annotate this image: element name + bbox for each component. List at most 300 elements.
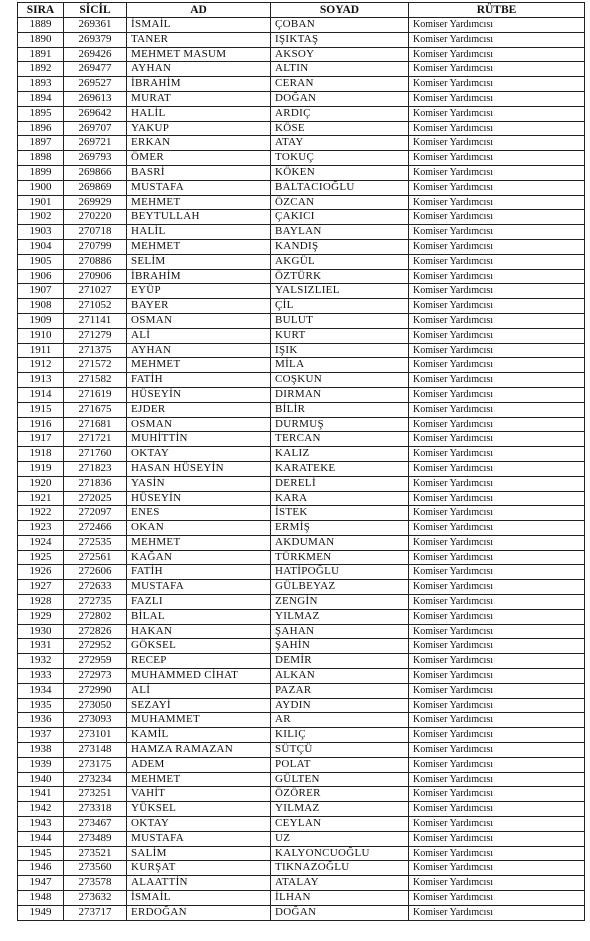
cell-sira: 1920	[18, 476, 64, 491]
table-row	[18, 609, 585, 624]
cell-rutbe: Komiser Yardımcısı	[409, 491, 585, 506]
cell-rutbe: Komiser Yardımcısı	[409, 254, 585, 269]
cell-sicil: 273093	[64, 713, 127, 728]
table-row	[18, 373, 585, 388]
cell-soyad: ATALAY	[271, 876, 409, 891]
cell-soyad: ŞAHİN	[271, 639, 409, 654]
cell-soyad: ÇİL	[271, 299, 409, 314]
cell-ad: MEHMET	[127, 195, 271, 210]
cell-sicil: 272535	[64, 535, 127, 550]
cell-soyad: BULUT	[271, 313, 409, 328]
table-row	[18, 402, 585, 417]
cell-ad: EYÜP	[127, 284, 271, 299]
cell-soyad: HATİPOĞLU	[271, 565, 409, 580]
cell-ad: ALİ	[127, 683, 271, 698]
cell-ad: MUHAMMED CİHAT	[127, 669, 271, 684]
cell-sira: 1895	[18, 106, 64, 121]
cell-sicil: 269707	[64, 121, 127, 136]
cell-ad: AYHAN	[127, 343, 271, 358]
cell-ad: İBRAHİM	[127, 77, 271, 92]
cell-soyad: CERAN	[271, 77, 409, 92]
cell-ad: MUSTAFA	[127, 180, 271, 195]
cell-soyad: KURT	[271, 328, 409, 343]
table-row	[18, 802, 585, 817]
cell-soyad: POLAT	[271, 757, 409, 772]
cell-ad: YÜKSEL	[127, 802, 271, 817]
cell-sira: 1934	[18, 683, 64, 698]
cell-rutbe: Komiser Yardımcısı	[409, 654, 585, 669]
header-ad: AD	[127, 3, 271, 18]
cell-sira: 1913	[18, 373, 64, 388]
cell-rutbe: Komiser Yardımcısı	[409, 284, 585, 299]
table-row	[18, 239, 585, 254]
cell-rutbe: Komiser Yardımcısı	[409, 180, 585, 195]
cell-rutbe: Komiser Yardımcısı	[409, 535, 585, 550]
table-row	[18, 535, 585, 550]
cell-sira: 1936	[18, 713, 64, 728]
cell-sicil: 269379	[64, 32, 127, 47]
personnel-table	[17, 2, 585, 921]
cell-sira: 1945	[18, 846, 64, 861]
cell-soyad: ALTIN	[271, 62, 409, 77]
table-row	[18, 476, 585, 491]
cell-sira: 1908	[18, 299, 64, 314]
cell-ad: SALİM	[127, 846, 271, 861]
table-row	[18, 624, 585, 639]
cell-soyad: BAYLAN	[271, 225, 409, 240]
cell-rutbe: Komiser Yardımcısı	[409, 728, 585, 743]
cell-soyad: COŞKUN	[271, 373, 409, 388]
cell-soyad: GÜLTEN	[271, 772, 409, 787]
cell-soyad: DEMİR	[271, 654, 409, 669]
cell-sicil: 273050	[64, 698, 127, 713]
cell-sicil: 273489	[64, 831, 127, 846]
cell-soyad: ÖZCAN	[271, 195, 409, 210]
cell-sira: 1932	[18, 654, 64, 669]
table-row	[18, 136, 585, 151]
cell-soyad: İLHAN	[271, 891, 409, 906]
cell-rutbe: Komiser Yardımcısı	[409, 743, 585, 758]
table-row	[18, 565, 585, 580]
cell-ad: GÖKSEL	[127, 639, 271, 654]
table-row	[18, 18, 585, 33]
table-row	[18, 713, 585, 728]
cell-sicil: 271375	[64, 343, 127, 358]
header-rutbe: RÜTBE	[409, 3, 585, 18]
cell-rutbe: Komiser Yardımcısı	[409, 210, 585, 225]
cell-sicil: 273632	[64, 891, 127, 906]
cell-sira: 1947	[18, 876, 64, 891]
cell-soyad: KARA	[271, 491, 409, 506]
cell-ad: VAHİT	[127, 787, 271, 802]
cell-ad: MEHMET	[127, 535, 271, 550]
cell-ad: MURAT	[127, 91, 271, 106]
cell-sicil: 269869	[64, 180, 127, 195]
cell-sicil: 273148	[64, 743, 127, 758]
table-row	[18, 313, 585, 328]
header-sira: SIRA	[18, 3, 64, 18]
table-row	[18, 683, 585, 698]
cell-rutbe: Komiser Yardımcısı	[409, 18, 585, 33]
cell-soyad: DURMUŞ	[271, 417, 409, 432]
cell-rutbe: Komiser Yardımcısı	[409, 713, 585, 728]
cell-sicil: 272952	[64, 639, 127, 654]
table-row	[18, 417, 585, 432]
cell-sicil: 272466	[64, 521, 127, 536]
cell-ad: ERKAN	[127, 136, 271, 151]
cell-rutbe: Komiser Yardımcısı	[409, 609, 585, 624]
table-row	[18, 698, 585, 713]
table-body	[18, 18, 585, 921]
cell-soyad: KALIZ	[271, 447, 409, 462]
cell-ad: HASAN HÜSEYİN	[127, 461, 271, 476]
cell-ad: ALAATTİN	[127, 876, 271, 891]
cell-sira: 1921	[18, 491, 64, 506]
cell-soyad: TERCAN	[271, 432, 409, 447]
cell-sira: 1930	[18, 624, 64, 639]
cell-sicil: 269361	[64, 18, 127, 33]
cell-sicil: 273521	[64, 846, 127, 861]
cell-ad: KURŞAT	[127, 861, 271, 876]
cell-soyad: DERELİ	[271, 476, 409, 491]
cell-sicil: 269721	[64, 136, 127, 151]
table-row	[18, 876, 585, 891]
cell-sicil: 273318	[64, 802, 127, 817]
cell-ad: OSMAN	[127, 313, 271, 328]
cell-ad: HAKAN	[127, 624, 271, 639]
cell-rutbe: Komiser Yardımcısı	[409, 550, 585, 565]
table-row	[18, 180, 585, 195]
cell-ad: ÖMER	[127, 151, 271, 166]
cell-sira: 1939	[18, 757, 64, 772]
cell-soyad: ÇOBAN	[271, 18, 409, 33]
cell-rutbe: Komiser Yardımcısı	[409, 32, 585, 47]
cell-soyad: YALSIZLIEL	[271, 284, 409, 299]
cell-rutbe: Komiser Yardımcısı	[409, 91, 585, 106]
cell-sira: 1915	[18, 402, 64, 417]
table-row	[18, 580, 585, 595]
cell-sira: 1923	[18, 521, 64, 536]
cell-sira: 1935	[18, 698, 64, 713]
table-row	[18, 743, 585, 758]
cell-sira: 1902	[18, 210, 64, 225]
cell-sira: 1948	[18, 891, 64, 906]
cell-soyad: ARDIÇ	[271, 106, 409, 121]
cell-ad: HALİL	[127, 225, 271, 240]
cell-ad: BAYER	[127, 299, 271, 314]
table-row	[18, 757, 585, 772]
cell-sicil: 269929	[64, 195, 127, 210]
cell-sira: 1917	[18, 432, 64, 447]
cell-ad: BEYTULLAH	[127, 210, 271, 225]
cell-soyad: KÖSE	[271, 121, 409, 136]
table-row	[18, 269, 585, 284]
cell-rutbe: Komiser Yardımcısı	[409, 343, 585, 358]
cell-soyad: İSTEK	[271, 506, 409, 521]
cell-sicil: 272959	[64, 654, 127, 669]
cell-soyad: DIRMAN	[271, 387, 409, 402]
cell-sira: 1943	[18, 817, 64, 832]
cell-rutbe: Komiser Yardımcısı	[409, 669, 585, 684]
cell-ad: MUHAMMET	[127, 713, 271, 728]
cell-ad: HÜSEYİN	[127, 387, 271, 402]
cell-soyad: KANDIŞ	[271, 239, 409, 254]
cell-sira: 1893	[18, 77, 64, 92]
cell-soyad: GÜLBEYAZ	[271, 580, 409, 595]
cell-sira: 1938	[18, 743, 64, 758]
cell-sicil: 271721	[64, 432, 127, 447]
cell-ad: OSMAN	[127, 417, 271, 432]
cell-rutbe: Komiser Yardımcısı	[409, 417, 585, 432]
table-row	[18, 550, 585, 565]
cell-sira: 1949	[18, 905, 64, 920]
cell-ad: OKAN	[127, 521, 271, 536]
cell-sicil: 270718	[64, 225, 127, 240]
cell-soyad: YILMAZ	[271, 802, 409, 817]
cell-sicil: 271027	[64, 284, 127, 299]
cell-sicil: 269642	[64, 106, 127, 121]
cell-ad: SEZAYİ	[127, 698, 271, 713]
cell-ad: İSMAİL	[127, 18, 271, 33]
cell-ad: BASRİ	[127, 165, 271, 180]
cell-sicil: 273234	[64, 772, 127, 787]
cell-ad: RECEP	[127, 654, 271, 669]
cell-sira: 1897	[18, 136, 64, 151]
table-row	[18, 447, 585, 462]
cell-sicil: 269866	[64, 165, 127, 180]
table-row	[18, 861, 585, 876]
cell-sira: 1919	[18, 461, 64, 476]
table-row	[18, 891, 585, 906]
cell-sicil: 271279	[64, 328, 127, 343]
cell-ad: SELİM	[127, 254, 271, 269]
cell-rutbe: Komiser Yardımcısı	[409, 580, 585, 595]
table-row	[18, 91, 585, 106]
cell-rutbe: Komiser Yardımcısı	[409, 239, 585, 254]
cell-sira: 1927	[18, 580, 64, 595]
cell-sicil: 271582	[64, 373, 127, 388]
cell-rutbe: Komiser Yardımcısı	[409, 269, 585, 284]
cell-sira: 1892	[18, 62, 64, 77]
cell-ad: HÜSEYİN	[127, 491, 271, 506]
cell-sicil: 271823	[64, 461, 127, 476]
cell-sicil: 269613	[64, 91, 127, 106]
cell-sicil: 271675	[64, 402, 127, 417]
cell-sicil: 269477	[64, 62, 127, 77]
cell-soyad: MİLA	[271, 358, 409, 373]
cell-soyad: AKSOY	[271, 47, 409, 62]
cell-sicil: 273578	[64, 876, 127, 891]
cell-sira: 1929	[18, 609, 64, 624]
cell-soyad: ZENGİN	[271, 595, 409, 610]
table-row	[18, 195, 585, 210]
cell-sira: 1905	[18, 254, 64, 269]
cell-soyad: ATAY	[271, 136, 409, 151]
cell-sira: 1925	[18, 550, 64, 565]
cell-sicil: 271619	[64, 387, 127, 402]
cell-ad: AYHAN	[127, 62, 271, 77]
table-row	[18, 32, 585, 47]
cell-sira: 1916	[18, 417, 64, 432]
cell-sira: 1903	[18, 225, 64, 240]
cell-ad: İBRAHİM	[127, 269, 271, 284]
table-row	[18, 669, 585, 684]
cell-sicil: 270886	[64, 254, 127, 269]
cell-ad: MUSTAFA	[127, 580, 271, 595]
cell-rutbe: Komiser Yardımcısı	[409, 757, 585, 772]
cell-rutbe: Komiser Yardımcısı	[409, 831, 585, 846]
table-row	[18, 461, 585, 476]
cell-rutbe: Komiser Yardımcısı	[409, 136, 585, 151]
cell-sicil: 272097	[64, 506, 127, 521]
cell-sira: 1896	[18, 121, 64, 136]
cell-sicil: 273251	[64, 787, 127, 802]
table-row	[18, 654, 585, 669]
cell-sira: 1942	[18, 802, 64, 817]
cell-rutbe: Komiser Yardımcısı	[409, 506, 585, 521]
cell-sira: 1922	[18, 506, 64, 521]
cell-rutbe: Komiser Yardımcısı	[409, 373, 585, 388]
table-row	[18, 210, 585, 225]
cell-sira: 1926	[18, 565, 64, 580]
cell-rutbe: Komiser Yardımcısı	[409, 817, 585, 832]
header-soyad: SOYAD	[271, 3, 409, 18]
cell-sicil: 273717	[64, 905, 127, 920]
cell-sira: 1910	[18, 328, 64, 343]
cell-rutbe: Komiser Yardımcısı	[409, 121, 585, 136]
cell-soyad: AYDIN	[271, 698, 409, 713]
cell-soyad: IŞIK	[271, 343, 409, 358]
cell-ad: EJDER	[127, 402, 271, 417]
table-row	[18, 506, 585, 521]
header-sicil: SİCİL	[64, 3, 127, 18]
cell-soyad: CEYLAN	[271, 817, 409, 832]
cell-rutbe: Komiser Yardımcısı	[409, 521, 585, 536]
cell-sicil: 271760	[64, 447, 127, 462]
table-row	[18, 254, 585, 269]
cell-soyad: DOĞAN	[271, 91, 409, 106]
cell-sira: 1899	[18, 165, 64, 180]
cell-sicil: 273560	[64, 861, 127, 876]
cell-ad: YAKUP	[127, 121, 271, 136]
cell-sira: 1906	[18, 269, 64, 284]
cell-sicil: 271052	[64, 299, 127, 314]
cell-sicil: 270220	[64, 210, 127, 225]
table-row	[18, 106, 585, 121]
table-row	[18, 787, 585, 802]
cell-sira: 1914	[18, 387, 64, 402]
cell-sicil: 269793	[64, 151, 127, 166]
cell-rutbe: Komiser Yardımcısı	[409, 876, 585, 891]
cell-rutbe: Komiser Yardımcısı	[409, 77, 585, 92]
table-row	[18, 772, 585, 787]
cell-rutbe: Komiser Yardımcısı	[409, 62, 585, 77]
cell-soyad: KÖKEN	[271, 165, 409, 180]
cell-ad: FAZLI	[127, 595, 271, 610]
table-row	[18, 639, 585, 654]
cell-sicil: 272802	[64, 609, 127, 624]
cell-rutbe: Komiser Yardımcısı	[409, 387, 585, 402]
cell-sicil: 272633	[64, 580, 127, 595]
cell-sicil: 272826	[64, 624, 127, 639]
cell-rutbe: Komiser Yardımcısı	[409, 861, 585, 876]
cell-soyad: BİLİR	[271, 402, 409, 417]
cell-soyad: AKDUMAN	[271, 535, 409, 550]
cell-sira: 1944	[18, 831, 64, 846]
cell-sicil: 271141	[64, 313, 127, 328]
cell-ad: MEHMET MASUM	[127, 47, 271, 62]
cell-rutbe: Komiser Yardımcısı	[409, 683, 585, 698]
cell-rutbe: Komiser Yardımcısı	[409, 402, 585, 417]
cell-sira: 1940	[18, 772, 64, 787]
cell-rutbe: Komiser Yardımcısı	[409, 772, 585, 787]
cell-rutbe: Komiser Yardımcısı	[409, 846, 585, 861]
cell-sicil: 272561	[64, 550, 127, 565]
cell-ad: MEHMET	[127, 239, 271, 254]
cell-soyad: ÇAKICI	[271, 210, 409, 225]
cell-rutbe: Komiser Yardımcısı	[409, 432, 585, 447]
cell-soyad: ÖZÖRER	[271, 787, 409, 802]
table-row	[18, 62, 585, 77]
cell-soyad: TIKNAZOĞLU	[271, 861, 409, 876]
table-row	[18, 905, 585, 920]
cell-sira: 1946	[18, 861, 64, 876]
cell-ad: BİLAL	[127, 609, 271, 624]
cell-rutbe: Komiser Yardımcısı	[409, 624, 585, 639]
table-row	[18, 165, 585, 180]
cell-sira: 1901	[18, 195, 64, 210]
cell-soyad: AR	[271, 713, 409, 728]
cell-sira: 1890	[18, 32, 64, 47]
cell-rutbe: Komiser Yardımcısı	[409, 106, 585, 121]
cell-soyad: BALTACIOĞLU	[271, 180, 409, 195]
cell-sira: 1931	[18, 639, 64, 654]
cell-rutbe: Komiser Yardımcısı	[409, 698, 585, 713]
cell-sira: 1912	[18, 358, 64, 373]
cell-sira: 1937	[18, 728, 64, 743]
cell-rutbe: Komiser Yardımcısı	[409, 313, 585, 328]
cell-sicil: 272025	[64, 491, 127, 506]
cell-rutbe: Komiser Yardımcısı	[409, 225, 585, 240]
cell-ad: KAMİL	[127, 728, 271, 743]
cell-rutbe: Komiser Yardımcısı	[409, 787, 585, 802]
cell-ad: FATİH	[127, 565, 271, 580]
cell-sicil: 272606	[64, 565, 127, 580]
cell-soyad: IŞIKTAŞ	[271, 32, 409, 47]
cell-sicil: 271836	[64, 476, 127, 491]
cell-rutbe: Komiser Yardımcısı	[409, 476, 585, 491]
cell-ad: OKTAY	[127, 817, 271, 832]
cell-rutbe: Komiser Yardımcısı	[409, 151, 585, 166]
table-row	[18, 728, 585, 743]
cell-soyad: TÜRKMEN	[271, 550, 409, 565]
cell-ad: MUHİTTİN	[127, 432, 271, 447]
cell-soyad: TOKUÇ	[271, 151, 409, 166]
cell-soyad: ERMİŞ	[271, 521, 409, 536]
table-row	[18, 521, 585, 536]
table-row	[18, 284, 585, 299]
cell-rutbe: Komiser Yardımcısı	[409, 891, 585, 906]
cell-sira: 1900	[18, 180, 64, 195]
cell-ad: MUSTAFA	[127, 831, 271, 846]
cell-sira: 1918	[18, 447, 64, 462]
cell-rutbe: Komiser Yardımcısı	[409, 639, 585, 654]
table-row	[18, 817, 585, 832]
table-row	[18, 595, 585, 610]
cell-soyad: ÖZTÜRK	[271, 269, 409, 284]
cell-rutbe: Komiser Yardımcısı	[409, 565, 585, 580]
cell-soyad: KILIÇ	[271, 728, 409, 743]
